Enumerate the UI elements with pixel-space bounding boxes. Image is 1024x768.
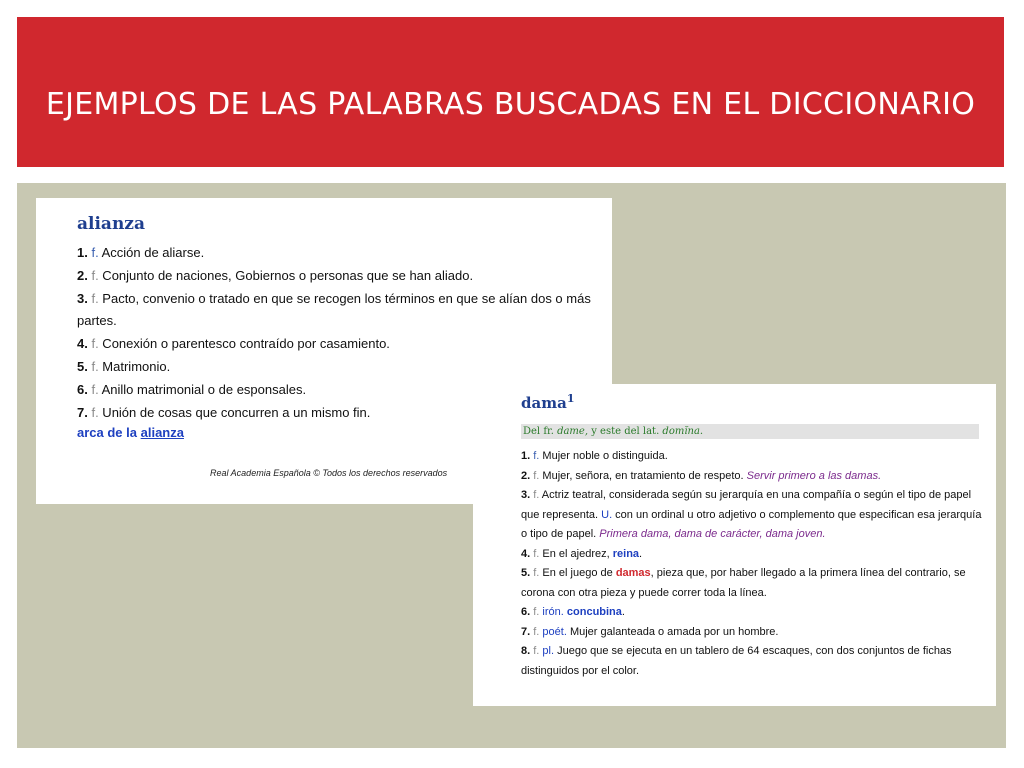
related-entry-prefix: arca de la (77, 424, 141, 440)
headword-superscript: 1 (566, 392, 575, 405)
sense-text: Mujer, señora, en tratamiento de respeto. (539, 469, 747, 482)
sense-number: 2. (77, 268, 88, 283)
sense-1 (77, 242, 592, 264)
sense-list-dama (521, 447, 986, 681)
headword-alianza: alianza (77, 214, 145, 234)
usage-tag: U. (601, 508, 613, 521)
related-entry-word[interactable]: alianza (140, 424, 184, 440)
sense-8 (521, 642, 986, 681)
grammar-tag: f. (87, 268, 99, 283)
sense-5 (521, 564, 986, 603)
grammar-tag: f. (87, 245, 99, 260)
etymology-line (521, 424, 979, 439)
sense-text: Unión de cosas que concurren a un mismo fin. (98, 404, 371, 420)
sense-text: . (639, 547, 643, 560)
sense-text: Juego que se ejecuta en un tablero de 64 escaques, con dos conjuntos de fichas distinguidos por el color. (521, 645, 952, 677)
etymology-latin-word: domĭna. (662, 426, 704, 437)
grammar-tag: f. (530, 567, 540, 579)
sense-number: 7. (77, 404, 88, 420)
title-band (17, 17, 1004, 167)
grammar-tag: f. (530, 450, 540, 462)
sense-text: con un ordinal u otro adjetivo o complemento que especifican esa jerarquía o tipo de papel. (521, 508, 982, 540)
cross-reference[interactable]: reina (612, 547, 640, 560)
sense-number: 5. (77, 358, 88, 374)
sense-number: 8. (521, 645, 531, 657)
sense-number: 6. (77, 381, 88, 397)
sense-4 (521, 545, 986, 565)
etymology-source-word: dame, (557, 426, 589, 437)
sense-number: 6. (521, 606, 531, 618)
sense-text: Mujer noble o distinguida. (539, 450, 668, 462)
sense-4 (77, 333, 592, 355)
grammar-tag: f. (530, 489, 540, 501)
sense-number: 7. (521, 625, 531, 638)
sense-text: Anillo matrimonial o de esponsales. (98, 381, 307, 397)
sense-number: 1. (521, 450, 531, 462)
usage-example: Primera dama, dama de carácter, dama joven. (599, 528, 826, 540)
headword-dama (521, 392, 986, 412)
sense-2 (521, 467, 986, 487)
usage-example: Servir primero a las damas. (746, 469, 882, 482)
grammar-tag: f. (87, 381, 99, 397)
etymology-prefix: Del fr. (523, 426, 558, 437)
grammar-tag: f. (87, 291, 99, 306)
grammar-tag: f. (87, 404, 99, 420)
sense-number: 1. (77, 245, 88, 260)
slide-title: EJEMPLOS DE LAS PALABRAS BUSCADAS EN EL DICCIONARIO (45, 87, 976, 122)
sense-number: 4. (521, 547, 531, 560)
usage-tag: pl. (542, 645, 555, 657)
sense-text: Conjunto de naciones, Gobiernos o personas que se han aliado. (98, 268, 474, 283)
sense-number: 3. (77, 291, 88, 306)
sense-6 (521, 603, 986, 623)
usage-tag: irón. (542, 606, 564, 618)
grammar-tag: f. (87, 335, 99, 351)
cross-reference[interactable]: concubina (566, 606, 622, 618)
grammar-tag: f. (530, 606, 540, 618)
grammar-tag: f. (530, 547, 540, 560)
sense-text: Acción de aliarse. (98, 245, 205, 260)
usage-tag: poét. (542, 625, 567, 638)
etymology-middle: y este del lat. (588, 426, 663, 437)
copyright-notice: Real Academia Española © Todos los derechos reservados (210, 468, 448, 478)
sense-text: , pieza que, por haber llegado a la primera línea del contrario, se corona con otra pieza y puede correr toda la línea. (521, 567, 966, 599)
grammar-tag: f. (530, 625, 540, 638)
sense-7 (521, 623, 986, 643)
sense-number: 3. (521, 489, 531, 501)
sense-text: En el juego de (539, 567, 616, 579)
sense-2 (77, 265, 592, 287)
sense-text: Mujer galanteada o amada por un hombre. (566, 625, 779, 638)
highlighted-term: damas (615, 567, 651, 579)
grammar-tag: f. (530, 645, 540, 657)
headword-dama-text: dama (521, 394, 567, 412)
sense-number: 5. (521, 567, 531, 579)
sense-text: Actriz teatral, considerada según su jerarquía en una compañía o según el tipo de papel que representa. (521, 489, 972, 521)
dictionary-card-dama (473, 384, 996, 706)
sense-number: 2. (521, 469, 531, 482)
sense-text: En el ajedrez, (539, 547, 613, 560)
sense-number: 4. (77, 335, 88, 351)
sense-text: Conexión o parentesco contraído por casamiento. (98, 335, 390, 351)
sense-text: Matrimonio. (98, 358, 171, 374)
sense-1 (521, 447, 986, 467)
sense-text: Pacto, convenio o tratado en que se recogen los términos en que se alían dos o más partes. (77, 291, 591, 328)
grammar-tag: f. (530, 469, 540, 482)
sense-3 (77, 288, 592, 331)
grammar-tag: f. (87, 358, 99, 374)
sense-text: . (621, 606, 625, 618)
sense-3 (521, 486, 986, 545)
sense-5 (77, 356, 592, 378)
